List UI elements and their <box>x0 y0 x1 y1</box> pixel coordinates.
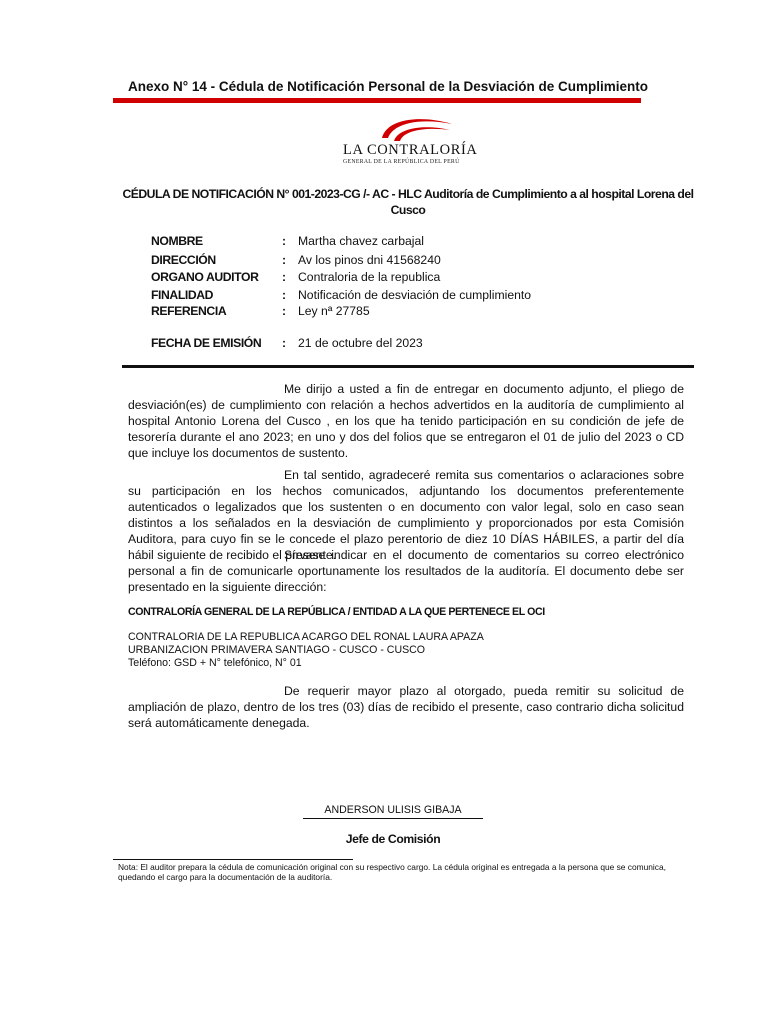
address-line: Teléfono: GSD + N° telefónico, N° 01 <box>128 657 302 669</box>
contraloria-logo <box>340 114 480 170</box>
annex-title: Anexo N° 14 - Cédula de Notificación Personal de la Desviación de Cumplimiento <box>128 79 649 94</box>
field-label: ORGANO AUDITOR <box>151 270 259 284</box>
header-red-rule <box>113 98 641 103</box>
field-label: REFERENCIA <box>151 304 227 318</box>
field-label: NOMBRE <box>151 234 203 248</box>
address-line: URBANIZACION PRIMAVERA SANTIAGO - CUSCO - CUSCO <box>128 644 426 656</box>
field-value: Av los pinos dni 41568240 <box>298 253 441 267</box>
logo-name: LA CONTRALORÍA <box>343 142 478 158</box>
footnote: Nota: El auditor prepara la cédula de comunicación original con su respectivo cargo. La cédula original es entregada a la persona que se comunica, quedando el cargo para la documentación de la auditoría. <box>118 862 666 882</box>
footnote-rule <box>113 859 353 860</box>
paragraph-extension: De requerir mayor plazo al otorgado, pueda remitir su solicitud de ampliación de plazo, dentro de los tres (03) días de recibido el presente, caso contrario dicha solicitud será automáticamente denegada. <box>128 684 684 730</box>
field-colon: : <box>282 234 287 248</box>
field-colon: : <box>282 304 287 318</box>
field-label: DIRECCIÓN <box>151 253 216 267</box>
field-colon: : <box>282 270 287 284</box>
field-value: Notificación de desviación de cumplimiento <box>298 288 532 302</box>
field-label: FINALIDAD <box>151 288 214 302</box>
section-divider <box>122 365 694 368</box>
address-heading: CONTRALORÍA GENERAL DE LA REPÚBLICA / ENTIDAD A LA QUE PERTENECE EL OCI <box>128 606 545 618</box>
paragraph-request: En tal sentido, agradeceré remita sus comentarios o aclaraciones sobre su participación en los hechos comunicados, adjuntando los documentos preferentemente autenticados o legalizados que los sustenten o en documento con valor legal, solo en caso sean distintos a los señalados en la desviación de cumplimiento y proporcionados por esta Comisión Auditora, para cuyo fin se le concede el plazo perentorio de diez 10 DÍAS HÁBILES, a partir del día hábil siguiente de recibido el presente. <box>128 468 684 562</box>
address-line: CONTRALORIA DE LA REPUBLICA ACARGO DEL RONAL LAURA APAZA <box>128 631 484 643</box>
document-title: CÉDULA DE NOTIFICACIÓN N° 001-2023-CG /- AC - HLC Auditoría de Cumplimiento a al hospital Lorena del Cusco <box>122 187 694 217</box>
field-value: Ley nª 27785 <box>298 304 370 318</box>
field-label: FECHA DE EMISIÓN <box>151 336 262 350</box>
signer-name: ANDERSON ULISIS GIBAJA <box>324 804 462 816</box>
field-value: 21 de octubre del 2023 <box>298 336 423 350</box>
field-colon: : <box>282 336 287 350</box>
signature-line <box>303 818 483 819</box>
paragraph-contact: Sírvase indicar en el documento de comentarios su correo electrónico personal a fin de comunicarle oportunamente los resultados de la auditoría. El documento debe ser presentado en la siguiente dirección: <box>128 548 684 594</box>
field-value: Martha chavez carbajal <box>298 234 424 248</box>
field-colon: : <box>282 253 287 267</box>
field-colon: : <box>282 288 287 302</box>
field-value: Contraloria de la republica <box>298 270 441 284</box>
paragraph-intro: Me dirijo a usted a fin de entregar en documento adjunto, el pliego de desviación(es) de cumplimiento con relación a hechos advertidos en la auditoría de cumplimiento al hospital Antonio Lorena del Cusco , en los que ha tenido participación en su condición de jefe de tesorería durante el ano 2023; en uno y dos del folios que se entregaron el 01 de julio del 2023 o CD que incluye los documentos de sustento. <box>128 382 684 460</box>
logo-subtitle: GENERAL DE LA REPÚBLICA DEL PERÚ <box>343 159 460 165</box>
contraloria-swoosh-icon <box>378 114 458 144</box>
signer-position: Jefe de Comisión <box>345 832 441 846</box>
